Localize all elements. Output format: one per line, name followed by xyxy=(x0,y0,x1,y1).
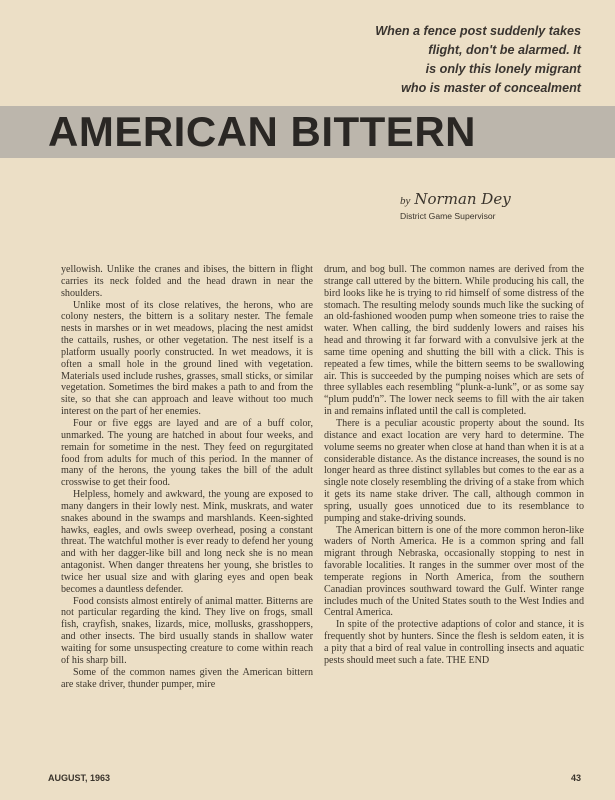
paragraph: Some of the common names given the American bittern are stake driver, thunder pumper, mire xyxy=(61,666,313,690)
issue-date: AUGUST, 1963 xyxy=(48,773,111,783)
paragraph: In spite of the protective adaptions of color and stance, it is frequently shot by hunters. Since the flesh is seldom eaten, it is a pity that a bird of real value in controlling insects and aquatic pests should meet such a fate. THE END xyxy=(324,619,584,666)
paragraph: Food consists almost entirely of animal matter. Bitterns are not particular regarding the kind. They live on frogs, small fish, crayfish, snakes, lizards, mice, mollusks, grasshoppers, and other insects. The bird usually stands in shallow water waiting for some unsuspecting creature to come within reach of his sharp bill. xyxy=(61,595,313,666)
paragraph: Unlike most of its close relatives, the herons, who are colony nesters, the bittern is a solitary nester. The female nests in marshes or in wet meadows, placing the nest amidst the cattails, rushes, or other vegetation. The nest itself is a platform usually poorly constructed. In wet meadows, it is often a small hole in the ground lined with vegetation. Materials used include rushes, grasses, small sticks, or similar vegetation. Sometimes the bird makes a path to and from the site, so that she can approach and leave without too much interest on the part of her enemies. xyxy=(61,299,313,418)
article-title: AMERICAN BITTERN xyxy=(48,108,476,155)
page-number: 43 xyxy=(570,773,581,783)
byline-by: by xyxy=(400,195,411,207)
paragraph: Four or five eggs are layed and are of a buff color, unmarked. The young are hatched in about four weeks, and remain for sometime in the nest. They feed on regurgitated food from adults for much of this period. In the manner of many of the herons, the young takes the bill of the adult crosswise to get their food. xyxy=(61,417,313,489)
paragraph: drum, and bog bull. The common names are derived from the strange call uttered by the bittern. While producing his call, the bird looks like he is trying to rid himself of some distress of the stomach. The resulting melody sounds much like the sucking of an old-fashioned wooden pump when someone tries to raise the water. When calling, the bird suddenly lowers and raises his head and throwing it far forward with a convulsive jerk at the same time opening and shutting the bill with a click. This is repeated a few times, while the bittern seems to be swallowing air. This is succeeded by the pumping noises which are sets of three syllables each resembling “plunk-a-lunk”, or as some say “plum pudd'n”. The lower neck seems to fill with the air taken in and remains inflated until the call is completed. xyxy=(324,264,584,418)
right-column xyxy=(324,264,584,667)
tagline-line: When a fence post suddenly takes xyxy=(375,24,581,38)
tagline xyxy=(281,22,581,98)
tagline-line: who is master of concealment xyxy=(401,81,581,95)
tagline-line: flight, don't be alarmed. It xyxy=(428,43,581,57)
paragraph: yellowish. Unlike the cranes and ibises, the bittern in flight carries its neck folded and the head drawn in near the shoulders. xyxy=(61,264,313,299)
left-column xyxy=(61,264,313,690)
tagline-line: is only this lonely migrant xyxy=(425,62,581,76)
title-banner xyxy=(0,106,615,158)
byline xyxy=(400,190,580,221)
paragraph: There is a peculiar acoustic property about the sound. Its distance and exact location are very hard to determine. The volume seems no greater when close at hand than when it is at a considerable distance. As the distance increases, the sound is no longer heard as three distinct syllables but comes to the ear as a single note closely resembling the driving of a stake from which it gets its name stake driver. The call, although common in spring, usually goes unnoticed due to its resemblance to pumping and stake-driving sounds. xyxy=(324,417,584,524)
paragraph: Helpless, homely and awkward, the young are exposed to many dangers in their lowly nest. Mink, muskrats, and water snakes abound in the swamps and marshlands. Keen-sighted hawks, eagles, and owls sweep overhead, posing a constant threat. The watchful mother is ever ready to defend her young and with her dagger-like bill and long neck she is no mean antagonist. When danger threatens her young, she bristles to twice her usual size and with glaring eyes and open beak becomes a dauntless defender. xyxy=(61,489,313,595)
author-role: District Game Supervisor xyxy=(400,211,496,221)
paragraph: The American bittern is one of the more common heron-like waders of North America. He is a common spring and fall migrant through Nebraska, occasionally stopping to nest in favorable localities. It ranges in the summer over most of the temperate regions in North America, from the southern Canadian provinces southward toward the Gulf. Winter range includes much of the United States south to the West Indies and Central America. xyxy=(324,524,584,619)
author-name: Norman Dey xyxy=(414,190,511,208)
